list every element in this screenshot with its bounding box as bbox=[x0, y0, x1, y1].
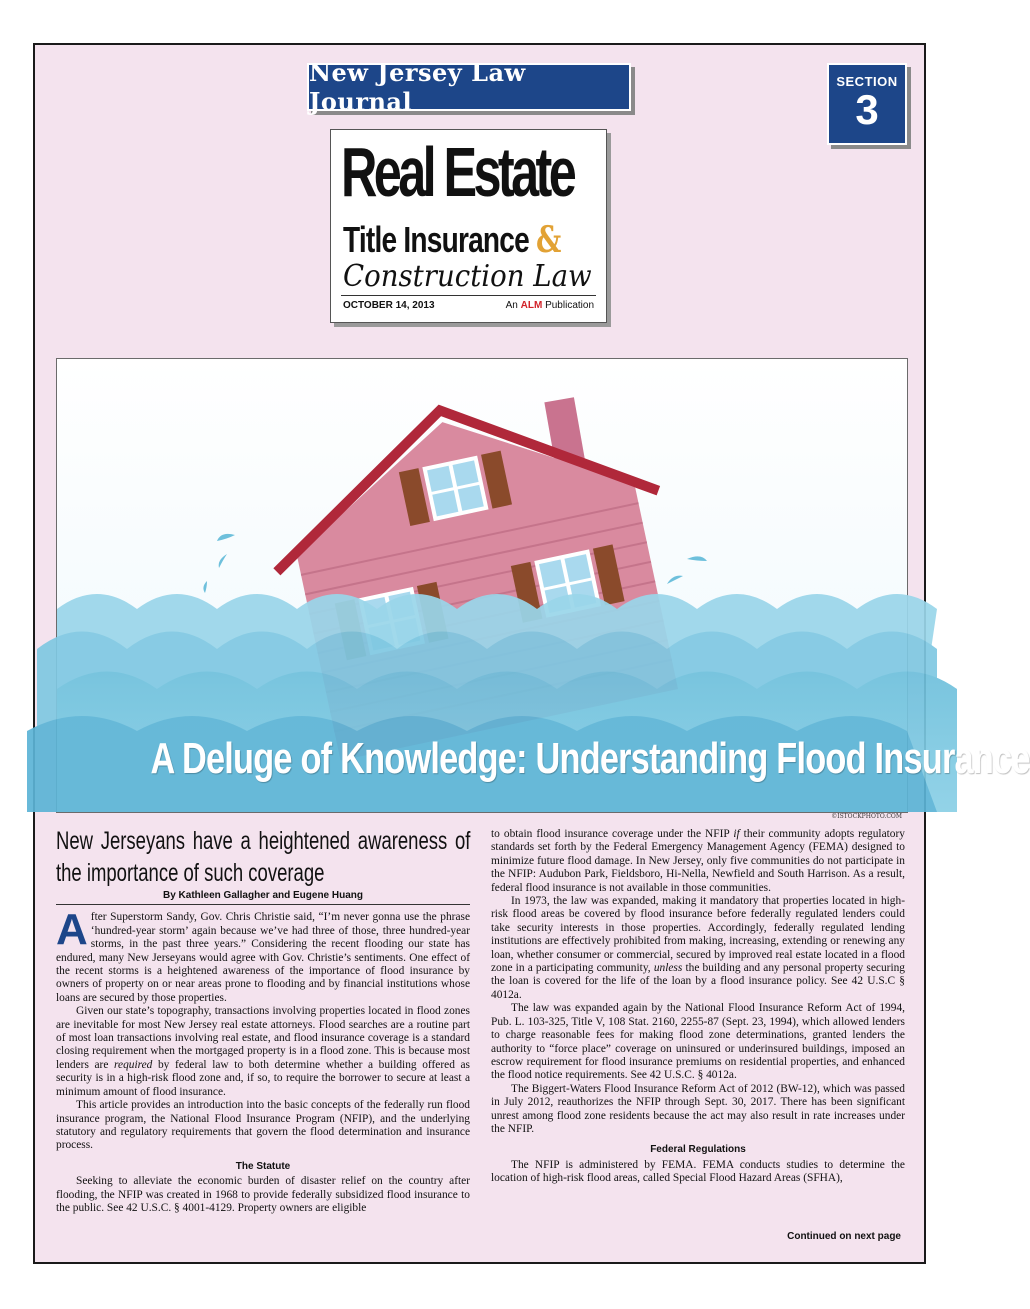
issue-date: OCTOBER 14, 2013 bbox=[343, 300, 435, 311]
byline: By Kathleen Gallagher and Eugene Huang bbox=[56, 889, 470, 905]
paragraph-text: In 1973, the law was expanded, making it mandatory that properties located in high-risk flood areas be covered by flood insurance before federally regulated lenders could take security interests in those properties. Accordingly, federally regulated lending institutions are effectively prohibited from making, increasing, extending or renewing any loan, whether consumer or commercial, secured by improved real estate located in a flood zone in a participating community, bbox=[491, 895, 905, 975]
emphasis: if bbox=[733, 828, 740, 840]
photo-credit: ©ISTOCKPHOTO.COM bbox=[831, 813, 902, 820]
masthead-title: New Jersey Law Journal bbox=[309, 58, 526, 116]
paragraph-text: Given our state’s topography, transactions involving properties located in flood zones are inevitable for most New Jersey real estate attorneys. Flood searches are a routine part of most loan transactions involving real estate, and flood insurance coverage is a standard closing requirement when the mortgaged property is in a flood zone. This is because most lenders are bbox=[56, 1005, 470, 1071]
subhead-federal-regulations: Federal Regulations bbox=[650, 1144, 746, 1156]
title-real-estate: Real Estate bbox=[341, 133, 574, 211]
paragraph-text: their community adopts regulatory standards set forth by the Federal Emergency Management Agency (FEMA) designed to minimize future flood damage. In New Jersey, only five communities do not participate in the NFIP: Audubon Park, Fieldsboro, Hi-Nella, Newfield and South Harrison. As a result, federal flood insurance is not available in those communities. bbox=[491, 828, 905, 894]
continued-note[interactable]: Continued on next page bbox=[787, 1231, 901, 1242]
paragraph-text: the building and any personal property securing the loan is covered for the life of the loan by a flood insurance policy. See 42 U.S.C § 4012a. bbox=[491, 962, 905, 1001]
emphasis: unless bbox=[653, 962, 683, 975]
section-title-box bbox=[330, 129, 607, 323]
paragraph bbox=[491, 895, 905, 1002]
hero-illustration bbox=[56, 358, 1030, 813]
section-number: 3 bbox=[855, 86, 879, 133]
article-headline: A Deluge of Knowledge: Understanding Flood Insurance bbox=[150, 734, 1030, 783]
section-label: SECTION bbox=[836, 74, 898, 89]
paragraph: Seeking to alleviate the economic burden of disaster relief on the country after flooding, the NFIP was created in 1968 to provide federally subsidized flood insurance to the public. See 42 U.S.C. § 4001-4129. Property owners are eligible bbox=[56, 1175, 470, 1214]
paragraph: The law was expanded again by the National Flood Insurance Reform Act of 1994, Pub. L. 103-325, Title V, 108 Stat. 2160, 2255-87 (Sept. 23, 1994), which allowed lenders to charge reasonable fees for making flood zone determinations, granted lenders the authority to “force place” coverage on uninsured or underinsured buildings, imposed an escrow requirement for flood insurance premiums on residential properties, and enhanced the flood notice requirements. See 42 U.S.C. § 4012a. bbox=[491, 1002, 905, 1082]
alm-logo: ALM bbox=[520, 300, 543, 311]
title-title-insurance bbox=[343, 220, 561, 260]
emphasis: required bbox=[114, 1058, 153, 1071]
article-deck: New Jerseyans have a heightened awareness of the importance of such coverage bbox=[56, 827, 471, 887]
title-line2-text: Title Insurance bbox=[343, 219, 529, 260]
masthead bbox=[307, 58, 631, 116]
article-column-1 bbox=[56, 825, 470, 1215]
paragraph-text: to obtain flood insurance coverage under the NFIP bbox=[491, 828, 734, 840]
paragraph: The NFIP is administered by FEMA. FEMA conducts studies to determine the location of high-risk flood areas, called Special Flood Hazard Areas (SFHA), bbox=[491, 1158, 905, 1185]
page bbox=[33, 43, 1030, 1264]
article-column-2 bbox=[491, 828, 905, 1186]
paragraph bbox=[56, 1005, 470, 1099]
paragraph bbox=[56, 905, 470, 1005]
paragraph-text: fter Superstorm Sandy, Gov. Chris Christie said, “I’m never gonna use the phrase ‘hundred-year storm’ again because we’ve had three of those, three hundred-year storms, in the past three years.” Considering the recent flooding our state has endured, many New Jerseyans would agree with Gov. Christie’s sentiments. One effect of the recent storms is a heightened awareness of the importance of flood insurance by owners of property on or near areas prone to flooding and by financial institutions whose loans are secured by those properties. bbox=[56, 911, 470, 1004]
ampersand: & bbox=[536, 219, 561, 261]
paragraph-text: by federal law to both determine whether a building offered as security is in a high-risk flood zone and, if so, to require the borrower to secure at least a minimum amount of flood insurance. bbox=[56, 1058, 470, 1098]
paragraph bbox=[491, 828, 905, 895]
paragraph: The Biggert-Waters Flood Insurance Reform Act of 2012 (BW-12), which was passed in July 2012, reauthorizes the NFIP through Sept. 30, 2017. There has been significant unrest among flood zone residents because the act may also result in rate increases under the NFIP. bbox=[491, 1082, 905, 1135]
title-construction-law: Construction Law bbox=[343, 259, 592, 294]
publisher-suffix: Publication bbox=[545, 300, 594, 311]
publisher-prefix: An bbox=[505, 300, 518, 311]
title-rule bbox=[341, 295, 596, 296]
paragraph: This article provides an introduction into the basic concepts of the federally run flood insurance program, the National Flood Insurance Program (NFIP), and the underlying statutory and regulatory requirements that govern the flood determination and insurance process. bbox=[56, 1099, 470, 1152]
publisher-line bbox=[506, 300, 594, 311]
subhead-the-statute: The Statute bbox=[235, 1160, 291, 1172]
section-badge bbox=[827, 63, 907, 145]
drop-cap: A bbox=[56, 905, 88, 955]
